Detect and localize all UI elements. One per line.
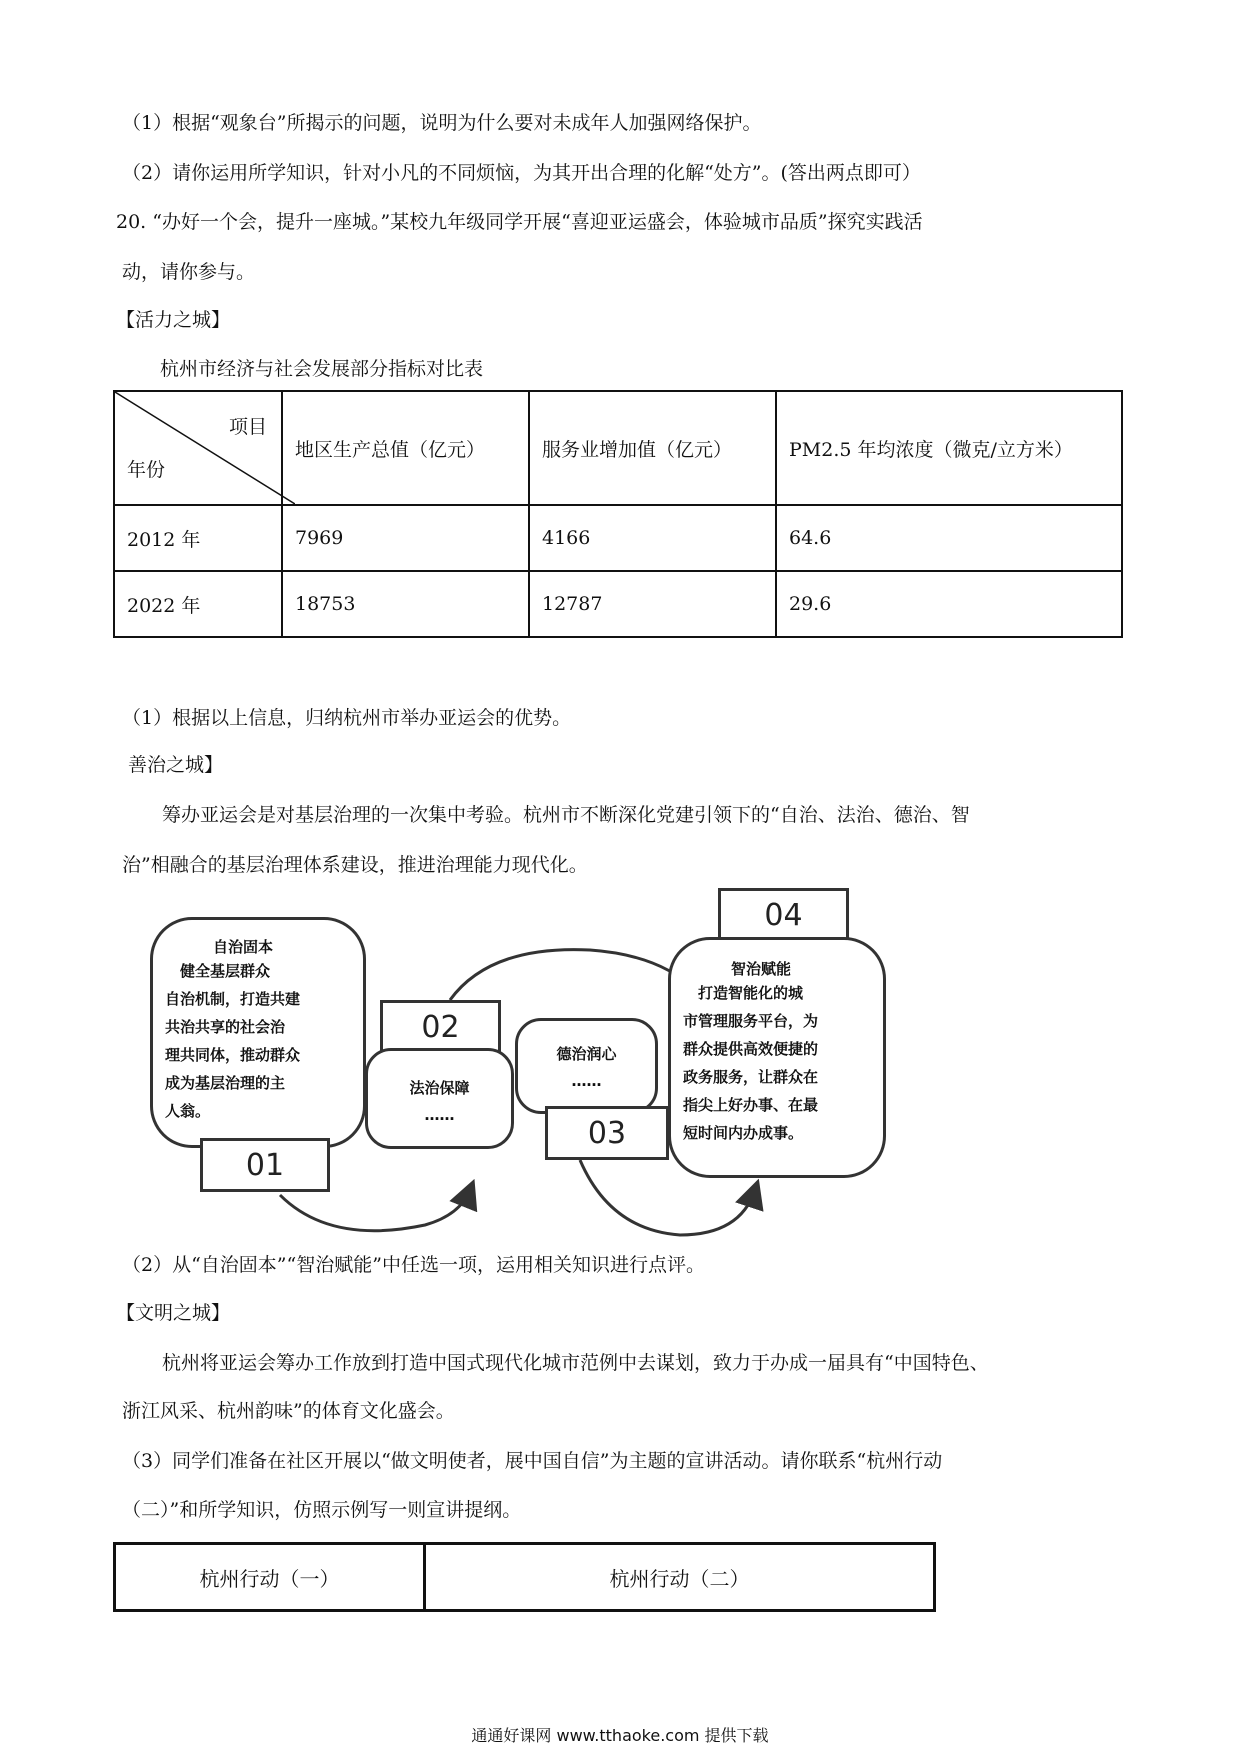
cell-gdp: 7969 [282, 505, 529, 571]
box-self-governance [150, 917, 366, 1148]
label-04: 04 [718, 888, 849, 942]
text-line: 市管理服务平台，为 [683, 1012, 819, 1030]
box-rule-of-law-text: …… [424, 1106, 455, 1124]
table-caption: 杭州市经济与社会发展部分指标对比表 [160, 358, 484, 380]
cell-pm25: 29.6 [776, 571, 1122, 637]
text-line: 理共同体，推动群众 [165, 1046, 301, 1064]
box-smart-governance [668, 937, 886, 1178]
text-line: 健全基层群众 [165, 962, 271, 980]
civilization-paragraph-line1: 杭州将亚运会筹办工作放到打造中国式现代化城市范例中去谋划，致力于办成一届具有“中国特色、 [162, 1352, 989, 1374]
text-line: 人翁。 [165, 1102, 211, 1120]
question-1: （1）根据以上信息，归纳杭州市举办亚运会的优势。 [122, 707, 572, 729]
box-rule-of-virtue-title: 德治润心 [556, 1045, 617, 1063]
cell-gdp: 18753 [282, 571, 529, 637]
box-rule-of-law-title: 法治保障 [409, 1079, 470, 1097]
text-line: 打造智能化的城 [683, 984, 804, 1002]
footer-credit: 通通好课网 www.tthaoke.com 提供下载 [471, 1726, 769, 1745]
text-line: 共治共享的社会治 [165, 1018, 286, 1036]
label-01: 01 [200, 1138, 330, 1192]
civilization-paragraph-line2: 浙江风采、杭州韵味”的体育文化盛会。 [122, 1400, 455, 1422]
diagonal-header-cell [114, 391, 282, 505]
question-2: （2）从“自治固本”“智治赋能”中任选一项，运用相关知识进行点评。 [122, 1254, 705, 1276]
governance-paragraph-line1: 筹办亚运会是对基层治理的一次集中考验。杭州市不断深化党建引领下的“自治、法治、德治、智 [162, 804, 970, 826]
governance-paragraph-line2: 治”相融合的基层治理体系建设，推进治理能力现代化。 [122, 854, 588, 876]
table-header-row [114, 391, 1122, 505]
box-rule-of-law [365, 1048, 514, 1149]
diagonal-line [115, 392, 295, 504]
table-row [115, 1544, 935, 1611]
cell-year: 2012 年 [114, 505, 282, 571]
cell-pm25: 64.6 [776, 505, 1122, 571]
text-line: 指尖上好办事、在最 [683, 1096, 819, 1114]
box-smart-governance-title: 智治赋能 [731, 960, 792, 978]
action-col-2: 杭州行动（二） [425, 1544, 935, 1611]
header-year-label: 年份 [127, 459, 166, 481]
header-pm25: PM2.5 年均浓度（微克/立方米） [776, 391, 1122, 505]
table-row [114, 505, 1122, 571]
indicator-table [113, 390, 1123, 638]
text-line: 短时间内办成事。 [683, 1124, 804, 1142]
text-line: 成为基层治理的主 [165, 1074, 286, 1092]
question-3-line2: （二）”和所学知识，仿照示例写一则宣讲提纲。 [122, 1499, 522, 1521]
action-table [113, 1542, 936, 1612]
label-03: 03 [545, 1106, 669, 1160]
question-20-stem-line1: 20. “办好一个会，提升一座城。”某校九年级同学开展“喜迎亚运盛会，体验城市品质”探究实践活 [116, 211, 923, 233]
header-item-label: 项目 [228, 416, 267, 438]
question-19-2: （2）请你运用所学知识，针对小凡的不同烦恼，为其开出合理的化解“处方”。(答出两点即可） [122, 162, 921, 184]
text-line: 群众提供高效便捷的 [683, 1040, 819, 1058]
question-20-stem-line2: 动，请你参与。 [122, 261, 256, 283]
label-02: 02 [380, 1000, 501, 1054]
header-gdp: 地区生产总值（亿元） [282, 391, 529, 505]
text-line: 自治机制，打造共建 [165, 990, 301, 1008]
section-governance-heading: 善治之城】 [128, 754, 224, 776]
text-line: 政务服务，让群众在 [683, 1068, 819, 1086]
box-self-governance-title: 自治固本 [213, 938, 274, 956]
box-smart-governance-text [671, 979, 883, 1147]
section-civilization-heading: 【文明之城】 [116, 1302, 231, 1324]
box-self-governance-text [153, 957, 363, 1125]
box-rule-of-virtue-text: …… [571, 1072, 602, 1090]
section-vitality-heading: 【活力之城】 [116, 309, 231, 331]
table-row [114, 571, 1122, 637]
cell-year: 2022 年 [114, 571, 282, 637]
question-19-1: （1）根据“观象台”所揭示的问题，说明为什么要对未成年人加强网络保护。 [122, 112, 762, 134]
cell-service: 4166 [529, 505, 776, 571]
header-service: 服务业增加值（亿元） [529, 391, 776, 505]
action-col-1: 杭州行动（一） [115, 1544, 425, 1611]
question-3-line1: （3）同学们准备在社区开展以“做文明使者，展中国自信”为主题的宣讲活动。请你联系“杭州行动 [122, 1450, 943, 1472]
box-rule-of-virtue [515, 1018, 658, 1114]
cell-service: 12787 [529, 571, 776, 637]
